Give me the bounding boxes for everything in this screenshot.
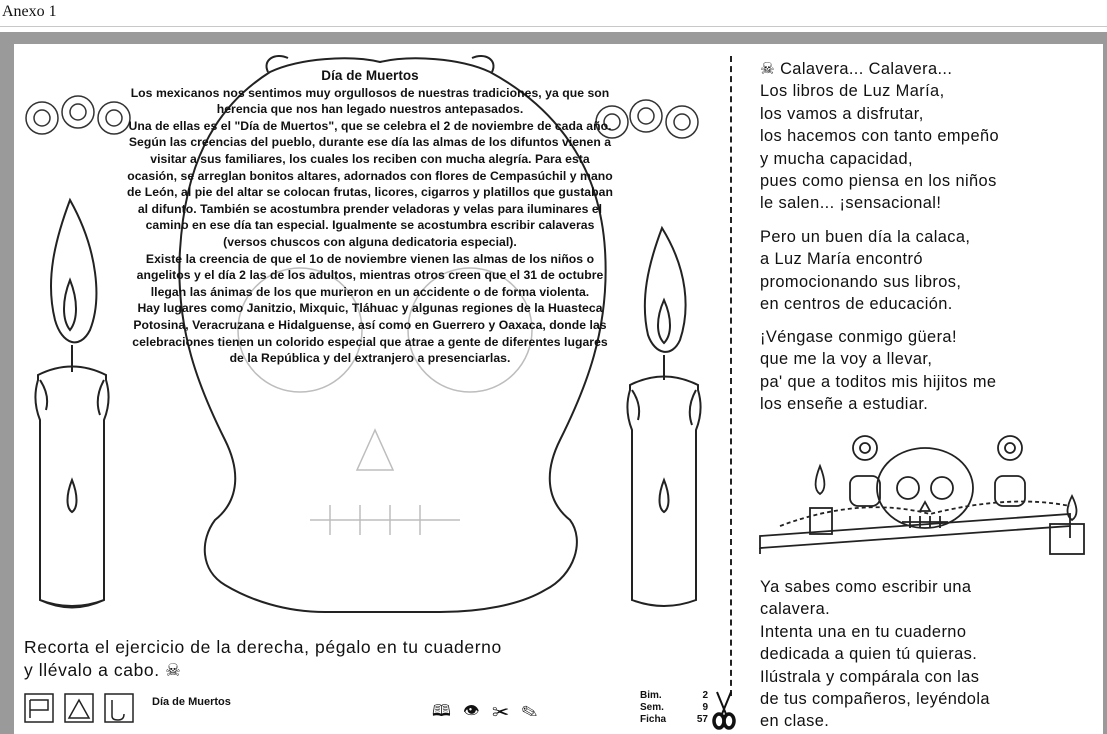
altar-candle-left bbox=[816, 466, 825, 494]
poem-line: ¡Véngase conmigo güera! bbox=[760, 328, 957, 346]
skull-icon: ☠ bbox=[760, 60, 781, 78]
poem-line: le salen... ¡sensacional! bbox=[760, 194, 942, 213]
poem-stanza-1 bbox=[760, 58, 999, 215]
closing-line: en clase. bbox=[760, 712, 830, 731]
altar-flower bbox=[998, 436, 1022, 460]
poem-line: que me la voy a llevar, bbox=[760, 350, 933, 369]
closing-line: Intenta una en tu cuaderno bbox=[760, 622, 967, 641]
cut-line bbox=[730, 56, 732, 696]
altar-illustration bbox=[750, 426, 1090, 576]
altar-skull bbox=[877, 448, 973, 528]
right-candle bbox=[627, 228, 700, 606]
tool-icons: 🕮 👁 ✂ ✎ bbox=[432, 703, 542, 720]
closing-line: calavera. bbox=[760, 600, 831, 619]
instructions bbox=[24, 636, 674, 682]
annex-label: Anexo 1 bbox=[2, 3, 57, 20]
footer-section-icons bbox=[24, 692, 144, 726]
poem-line: los vamos a disfrutar, bbox=[760, 104, 924, 123]
left-candle bbox=[35, 200, 108, 608]
poem-line: Los libros de Luz María, bbox=[760, 82, 945, 101]
poem-closing bbox=[760, 576, 990, 733]
poem-line: los hacemos con tanto empeño bbox=[760, 127, 999, 146]
poem-stanza-3 bbox=[760, 326, 996, 416]
scissors-icon bbox=[712, 690, 736, 730]
tool-icon bbox=[105, 694, 133, 722]
story-text bbox=[124, 68, 616, 367]
story-title: Día de Muertos bbox=[321, 68, 419, 83]
watermark-teeth bbox=[310, 505, 460, 535]
poem-line: pues como piensa en los niños bbox=[760, 172, 997, 191]
altar-candle-right bbox=[1068, 496, 1077, 520]
closing-line: Ilústrala y compárala con las bbox=[760, 667, 980, 686]
poem-title: ☠ Calavera... Calavera... bbox=[760, 60, 953, 78]
poem-line: a Luz María encontró bbox=[760, 250, 923, 269]
story-paragraph: Existe la creencia de que el 1o de noviembre vienen las almas de los niños o angelitos y el día 2 las de los adultos, mientras otros creen que el 31 de octubre llegan las ánimas de los que murieron en un accidente o de forma violenta. bbox=[136, 251, 604, 299]
poem-stanza-2 bbox=[760, 226, 970, 316]
flower-garland-left bbox=[26, 96, 130, 134]
poem-line: los enseñe a estudiar. bbox=[760, 395, 929, 414]
poem-line: y mucha capacidad, bbox=[760, 149, 913, 168]
instructions-line-1: Recorta el ejercicio de la derecha, pégalo en tu cuaderno bbox=[24, 637, 502, 657]
closing-line: Ya sabes como escribir una bbox=[760, 578, 972, 596]
skull-icon: ☠ bbox=[165, 660, 182, 680]
poem-line: en centros de educación. bbox=[760, 295, 953, 314]
poem-line: pa' que a toditos mis hijitos me bbox=[760, 372, 997, 391]
instructions-line-2: y llévalo a cabo. ☠ bbox=[24, 660, 182, 680]
poem-line: Pero un buen día la calaca, bbox=[760, 228, 971, 246]
footer-title: Día de Muertos bbox=[152, 696, 231, 708]
story-paragraph: Una de ellas es el "Día de Muertos", que se celebra el 2 de noviembre de cada año. Según las creencias del pueblo, durante ese día las almas de los difuntos vienen a visitar a sus familiares, los cuales los reciben con mucha alegría. Para esta ocasión, se arreglan bonitos altares, adornados con flores de Cempasúchil y mano de León, al pie del altar se colocan frutas, licores, cigarros y platillos que gustaban al difunto. También se acostumbra prender veladoras y velas para iluminares el camino en ese día tan especial. Igualmente se acostumbra escribir calaveras (versos chuscos con alguna dedicatoria especial). bbox=[127, 118, 613, 249]
story-paragraph: Los mexicanos nos sentimos muy orgullosos de nuestras tradiciones, ya que son herencia que nos han legado nuestros antepasados. bbox=[130, 85, 610, 117]
watermark-nose bbox=[357, 430, 393, 470]
story-paragraph: Hay lugares como Janitzio, Mixquic, Tláhuac y algunas regiones de la Huasteca Potosina, Veracruzana e Hidalguense, así como en Guerrero y Oaxaca, donde las celebraciones tienen un colorido especial que atrae a gente de diferentes lugares de la República y del extranjero a presenciarlas. bbox=[132, 301, 608, 366]
closing-line: dedicada a quien tú quieras. bbox=[760, 645, 978, 664]
flag-icon bbox=[25, 694, 53, 722]
lesson-codes: Bim. 2 Sem. 9 Ficha 57 bbox=[640, 690, 708, 725]
altar-flower bbox=[853, 436, 877, 460]
closing-line: de tus compañeros, leyéndola bbox=[760, 690, 990, 709]
poem-line: promocionando sus libros, bbox=[760, 272, 962, 291]
